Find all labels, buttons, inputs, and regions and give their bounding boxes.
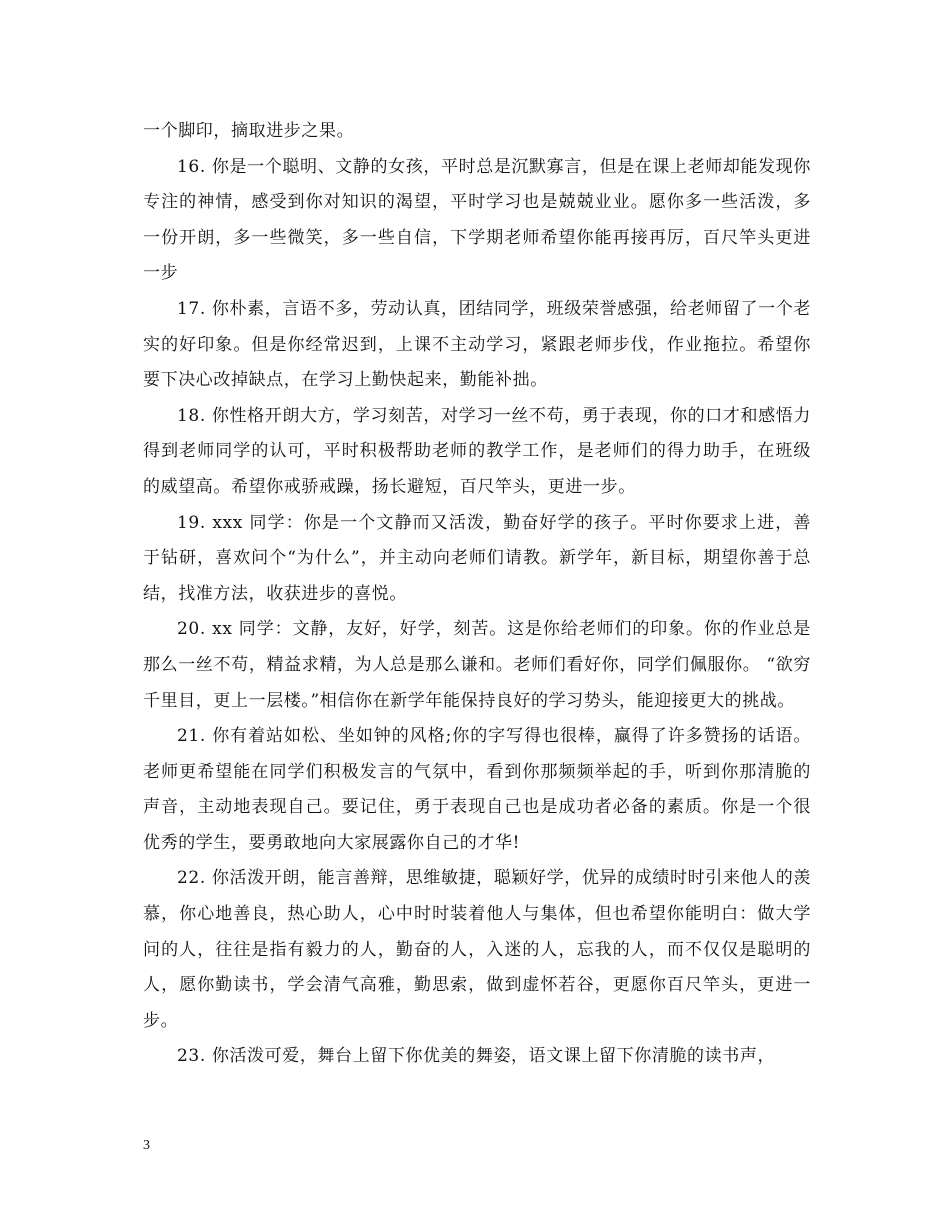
paragraph-item-21: 21. 你有着站如松、坐如钟的风格;你的字写得也很棒，赢得了许多赞扬的话语。老师更希望能在同学们积极发言的气氛中，看到你那频频举起的手，听到你那清脆的声音，主动地表现自己。要记住，勇于表现自己也是成功者必备的素质。你是一个很优秀的学生，要勇敢地向大家展露你自己的才华!: [143, 726, 811, 853]
paragraph-item-16: 16. 你是一个聪明、文静的女孩，平时总是沉默寡言，但是在课上老师却能发现你专注的神情，感受到你对知识的渴望，平时学习也是兢兢业业。愿你多一些活泼，多一份开朗，多一些微笑，多一些自信，下学期老师希望你能再接再厉，百尺竿头更进一步: [143, 156, 811, 284]
paragraph-item-18: 18. 你性格开朗大方，学习刻苦，对学习一丝不苟，勇于表现，你的口才和感悟力得到老师同学的认可，平时积极帮助老师的教学工作，是老师们的得力助手，在班级的威望高。希望你戒骄戒躁，扬长避短，百尺竿头，更进一步。: [143, 405, 811, 497]
paragraph-item-22: 22. 你活泼开朗，能言善辩，思维敏捷，聪颖好学，优异的成绩时时引来他人的羡慕，你心地善良，热心助人，心中时时装着他人与集体，但也希望你能明白：做大学问的人，往往是指有毅力的人，勤奋的人，入迷的人，忘我的人，而不仅仅是聪明的人，愿你勤读书，学会清气高雅，勤思索，做到虚怀若谷，更愿你百尺竿头，更进一步。: [143, 868, 811, 1031]
document-body: [143, 114, 811, 1075]
paragraph-continuation: 一个脚印，摘取进步之果。: [143, 121, 355, 141]
page-number: 3: [143, 1138, 150, 1153]
paragraph-item-19: 19. xxx 同学：你是一个文静而又活泼，勤奋好学的孩子。平时你要求上进，善于钻研，喜欢问个“为什么”，并主动向老师们请教。新学年，新目标，期望你善于总结，找准方法，收获进步的喜悦。: [143, 512, 811, 604]
paragraph-item-23: 23. 你活泼可爱，舞台上留下你优美的舞姿，语文课上留下你清脆的读书声，: [177, 1046, 776, 1067]
paragraph-item-17: 17. 你朴素，言语不多，劳动认真，团结同学，班级荣誉感强，给老师留了一个老实的好印象。但是你经常迟到，上课不主动学习，紧跟老师步伐，作业拖拉。希望你要下决心改掉缺点，在学习上勤快起来，勤能补拙。: [143, 298, 811, 391]
paragraph-item-20: 20. xx 同学：文静，友好，好学，刻苦。这是你给老师们的印象。你的作业总是那么一丝不苟，精益求精，为人总是那么谦和。老师们看好你，同学们佩服你。 “欲穷千里目，更上一层楼。”相信你在新学年能保持良好的学习势头，能迎接更大的挑战。: [143, 619, 811, 711]
